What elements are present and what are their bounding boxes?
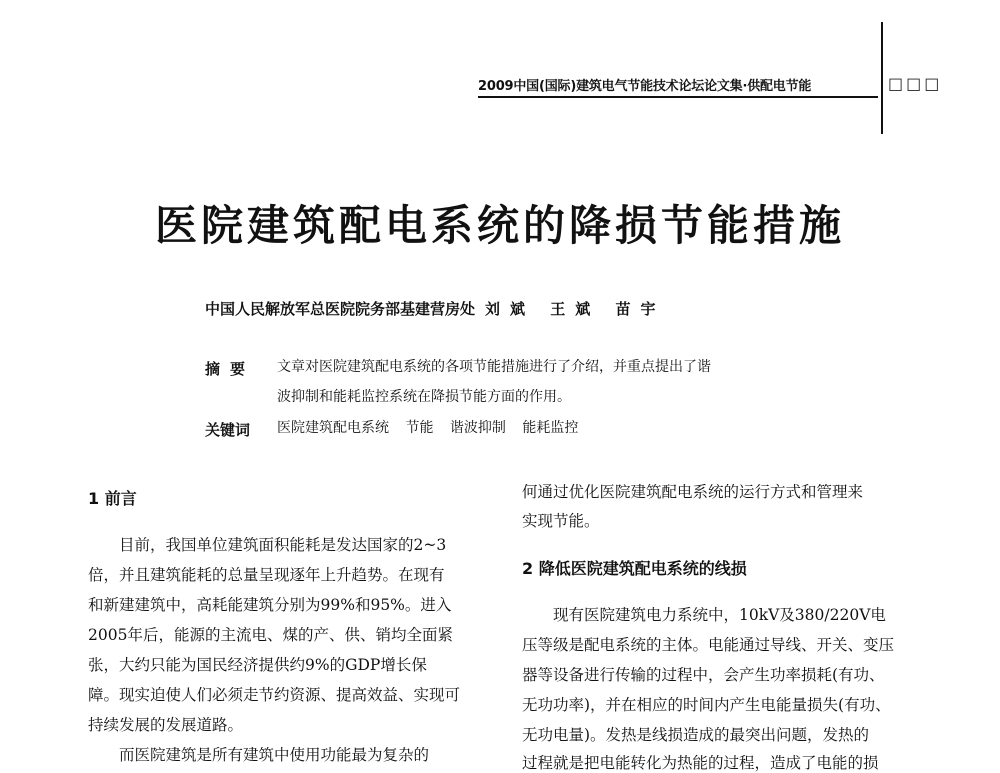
author-names: 刘斌 王斌 苗宇: [485, 300, 666, 318]
body-text-line: 何通过优化医院建筑配电系统的运行方式和管理来: [522, 483, 864, 501]
abstract-text-line: 波抑制和能耗监控系统在降损节能方面的作用。: [277, 389, 571, 405]
section-heading-line-loss: 2 降低医院建筑配电系统的线损: [522, 559, 747, 578]
section-heading-introduction: 1 前言: [88, 489, 137, 508]
body-text-line: 而医院建筑是所有建筑中使用功能最为复杂的: [88, 746, 430, 764]
body-text-line: 实现节能。: [522, 512, 600, 530]
keywords-text: 医院建筑配电系统 节能 谐波抑制 能耗监控: [277, 420, 579, 436]
body-text-line: 2005年后，能源的主流电、煤的产、供、销均全面紧: [88, 626, 453, 644]
body-text-line: 过程就是把电能转化为热能的过程，造成了电能的损: [522, 754, 879, 772]
author-affiliation: 中国人民解放军总医院院务部基建营房处: [205, 300, 476, 318]
page-number: □□□: [888, 74, 943, 93]
author-line: [205, 298, 805, 319]
body-text-line: 障。现实迫使人们必须走节约资源、提高效益、实现可: [88, 686, 461, 704]
body-text-line: 和新建建筑中，高耗能建筑分别为99%和95%。进入: [88, 596, 452, 614]
abstract-label: 摘要: [205, 360, 256, 378]
body-text-line: 无功电量)。发热是线损造成的最突出问题，发热的: [522, 726, 870, 744]
paper-title: 医院建筑配电系统的降损节能措施: [154, 201, 845, 250]
body-text-line: 现有医院建筑电力系统中，10kV及380/220V电: [522, 606, 886, 624]
body-text-line: 目前，我国单位建筑面积能耗是发达国家的2~3: [88, 536, 447, 554]
body-text-line: 器等设备进行传输的过程中，会产生功率损耗(有功、: [522, 666, 885, 684]
header-underline: [478, 96, 878, 98]
running-header: 2009中国(国际)建筑电气节能技术论坛论文集·供配电节能: [478, 79, 812, 94]
body-text-line: 持续发展的发展道路。: [88, 716, 244, 734]
body-text-line: 张，大约只能为国民经济提供约9%的GDP增长保: [88, 656, 427, 674]
body-text-line: 压等级是配电系统的主体。电能通过导线、开关、变压: [522, 636, 895, 654]
body-text-line: 无功功率)，并在相应的时间内产生电能量损失(有功、: [522, 696, 891, 714]
abstract-text-line: 文章对医院建筑配电系统的各项节能措施进行了介绍，并重点提出了谐: [277, 359, 711, 375]
keywords-label: 关键词: [205, 421, 251, 439]
body-text-line: 倍，并且建筑能耗的总量呈现逐年上升趋势。在现有: [88, 566, 445, 584]
header-vertical-rule: [881, 22, 883, 134]
